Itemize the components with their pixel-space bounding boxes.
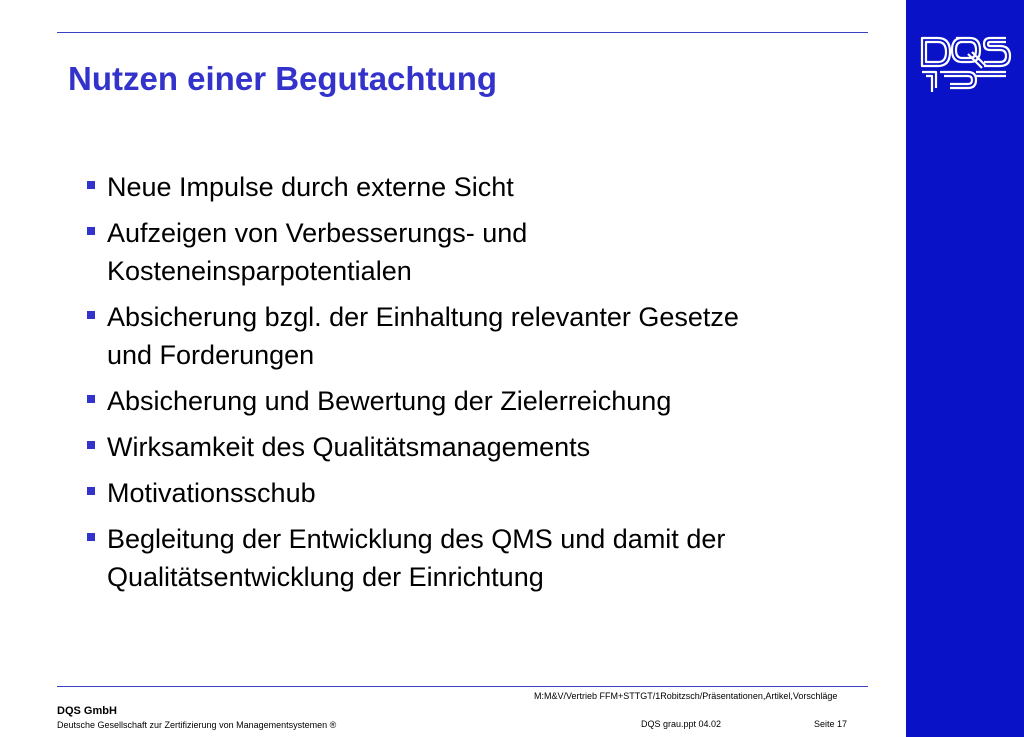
bullet-text: Motivationsschub (107, 478, 316, 508)
bullet-text-continued: Kosteneinsparpotentialen (107, 256, 412, 286)
bullet-square-icon (87, 395, 95, 403)
bullet-square-icon (87, 441, 95, 449)
list-item (86, 428, 886, 466)
file-path: M:M&V/Vertrieb FFM+STTGT/1Robitzsch/Präsentationen,Artikel,Vorschläge (534, 691, 838, 701)
slide-title: Nutzen einer Begutachtung (68, 60, 498, 97)
bullet-square-icon (87, 533, 95, 541)
bullet-text-continued: und Forderungen (107, 340, 315, 370)
bottom-divider (57, 686, 868, 687)
list-item (86, 298, 886, 374)
page-number: Seite 17 (814, 719, 848, 729)
bullet-text: Begleitung der Entwicklung des QMS und damit der (107, 524, 726, 554)
bullet-text: Neue Impulse durch externe Sicht (107, 172, 514, 202)
dqs-logo-icon (916, 30, 1012, 96)
bullet-square-icon (87, 227, 95, 235)
bullet-text-continued: Qualitätsentwicklung der Einrichtung (107, 562, 544, 592)
list-item (86, 382, 886, 420)
bullet-text: Absicherung und Bewertung der Zielerreichung (107, 386, 672, 416)
bullet-text: Absicherung bzgl. der Einhaltung relevanter Gesetze (107, 302, 739, 332)
top-divider (57, 32, 868, 33)
side-panel (906, 0, 1024, 737)
company-description: Deutsche Gesellschaft zur Zertifizierung von Managementsystemen ® (57, 720, 337, 730)
file-name: DQS grau.ppt 04.02 (641, 719, 722, 729)
bullet-square-icon (87, 181, 95, 189)
bullet-square-icon (87, 311, 95, 319)
list-item (86, 168, 886, 206)
bullet-text: Wirksamkeit des Qualitätsmanagements (107, 432, 591, 462)
bullet-list (86, 168, 886, 604)
company-name: DQS GmbH (57, 705, 117, 717)
bullet-text: Aufzeigen von Verbesserungs- und (107, 218, 528, 248)
list-item (86, 214, 886, 290)
list-item (86, 474, 886, 512)
list-item (86, 520, 886, 596)
bullet-square-icon (87, 487, 95, 495)
